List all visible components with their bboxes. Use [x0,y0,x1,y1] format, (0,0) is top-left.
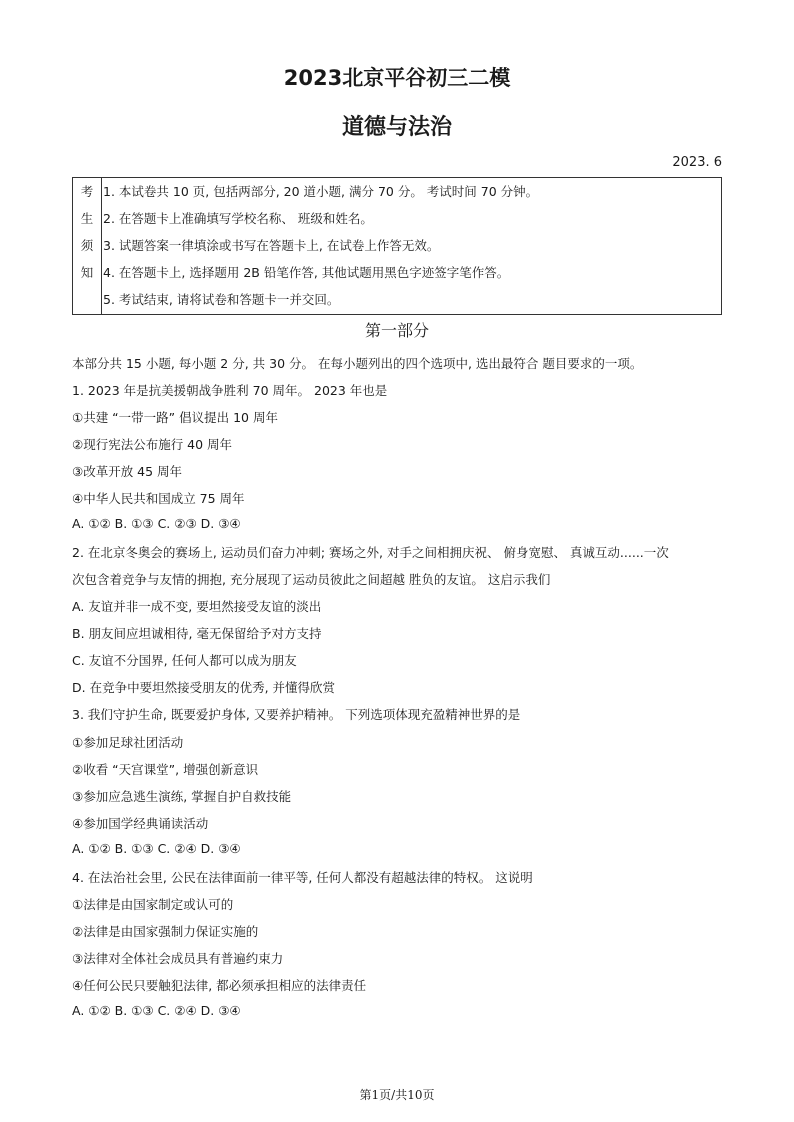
notice-label-char: 知 [80,265,94,280]
exam-date: 2023. 6 [672,155,722,170]
notice-item: 4. 在答题卡上, 选择题用 2B 铅笔作答, 其他试题用黑色字迹签字笔作答。 [103,265,510,280]
question-option: B. 朋友间应坦诚相待, 毫无保留给予对方支持 [72,626,322,641]
question-stem: 2. 在北京冬奥会的赛场上, 运动员们奋力冲刺; 赛场之外, 对手之间相拥庆祝、 俯身宽慰、 真诚互动......一次 [72,545,669,560]
question-option: ②收看 “天宫课堂”, 增强创新意识 [72,762,259,777]
answer-choices: A. ①② B. ①③ C. ②③ D. ③④ [72,516,241,531]
notice-item: 1. 本试卷共 10 页, 包括两部分, 20 道小题, 满分 70 分。 考试时间 70 分钟。 [103,184,539,199]
section-intro: 本部分共 15 小题, 每小题 2 分, 共 30 分。 在每小题列出的四个选项中, 选出最符合 题目要求的一项。 [72,356,643,371]
question-option: A. 友谊并非一成不变, 要坦然接受友谊的淡出 [72,599,322,614]
question-stem: 次包含着竞争与友情的拥抱, 充分展现了运动员彼此之间超越 胜负的友谊。 这启示我们 [72,572,551,587]
notice-label-char: 考 [80,184,94,199]
question-option: ④任何公民只要触犯法律, 都必须承担相应的法律责任 [72,978,367,993]
notice-label-char: 生 [80,211,94,226]
question-option: ①共建 “一带一路” 倡议提出 10 周年 [72,410,278,425]
question-stem: 3. 我们守护生命, 既要爱护身体, 又要养护精神。 下列选项体现充盈精神世界的是 [72,707,521,722]
answer-choices: A. ①② B. ①③ C. ②④ D. ③④ [72,1003,241,1018]
notice-item: 5. 考试结束, 请将试卷和答题卡一并交回。 [103,292,340,307]
notice-label-column [73,178,102,314]
question-option: ④参加国学经典诵读活动 [72,816,209,831]
question-option: ③参加应急逃生演练, 掌握自护自救技能 [72,789,292,804]
exam-title: 2023北京平谷初三二模 [283,66,511,90]
notice-item: 3. 试题答案一律填涂或书写在答题卡上, 在试卷上作答无效。 [103,238,440,253]
question-option: ④中华人民共和国成立 75 周年 [72,491,245,506]
question-option: ①法律是由国家制定或认可的 [72,897,234,912]
notice-label-char: 须 [80,238,94,253]
question-option: ②现行宪法公布施行 40 周年 [72,437,233,452]
notice-item: 2. 在答题卡上准确填写学校名称、 班级和姓名。 [103,211,373,226]
question-option: D. 在竞争中要坦然接受朋友的优秀, 并懂得欣赏 [72,680,336,695]
question-stem: 4. 在法治社会里, 公民在法律面前一律平等, 任何人都没有超越法律的特权。 这说明 [72,870,533,885]
question-option: ②法律是由国家强制力保证实施的 [72,924,259,939]
question-option: C. 友谊不分国界, 任何人都可以成为朋友 [72,653,297,668]
question-option: ③法律对全体社会成员具有普遍约束力 [72,951,284,966]
subject-title: 道德与法治 [341,115,452,140]
page-number: 第1页/共10页 [359,1088,435,1102]
section-title: 第一部分 [364,321,429,340]
question-stem: 1. 2023 年是抗美援朝战争胜利 70 周年。 2023 年也是 [72,383,388,398]
question-option: ③改革开放 45 周年 [72,464,183,479]
answer-choices: A. ①② B. ①③ C. ②④ D. ③④ [72,841,241,856]
question-option: ①参加足球社团活动 [72,735,184,750]
examinee-notice-box [72,177,722,315]
